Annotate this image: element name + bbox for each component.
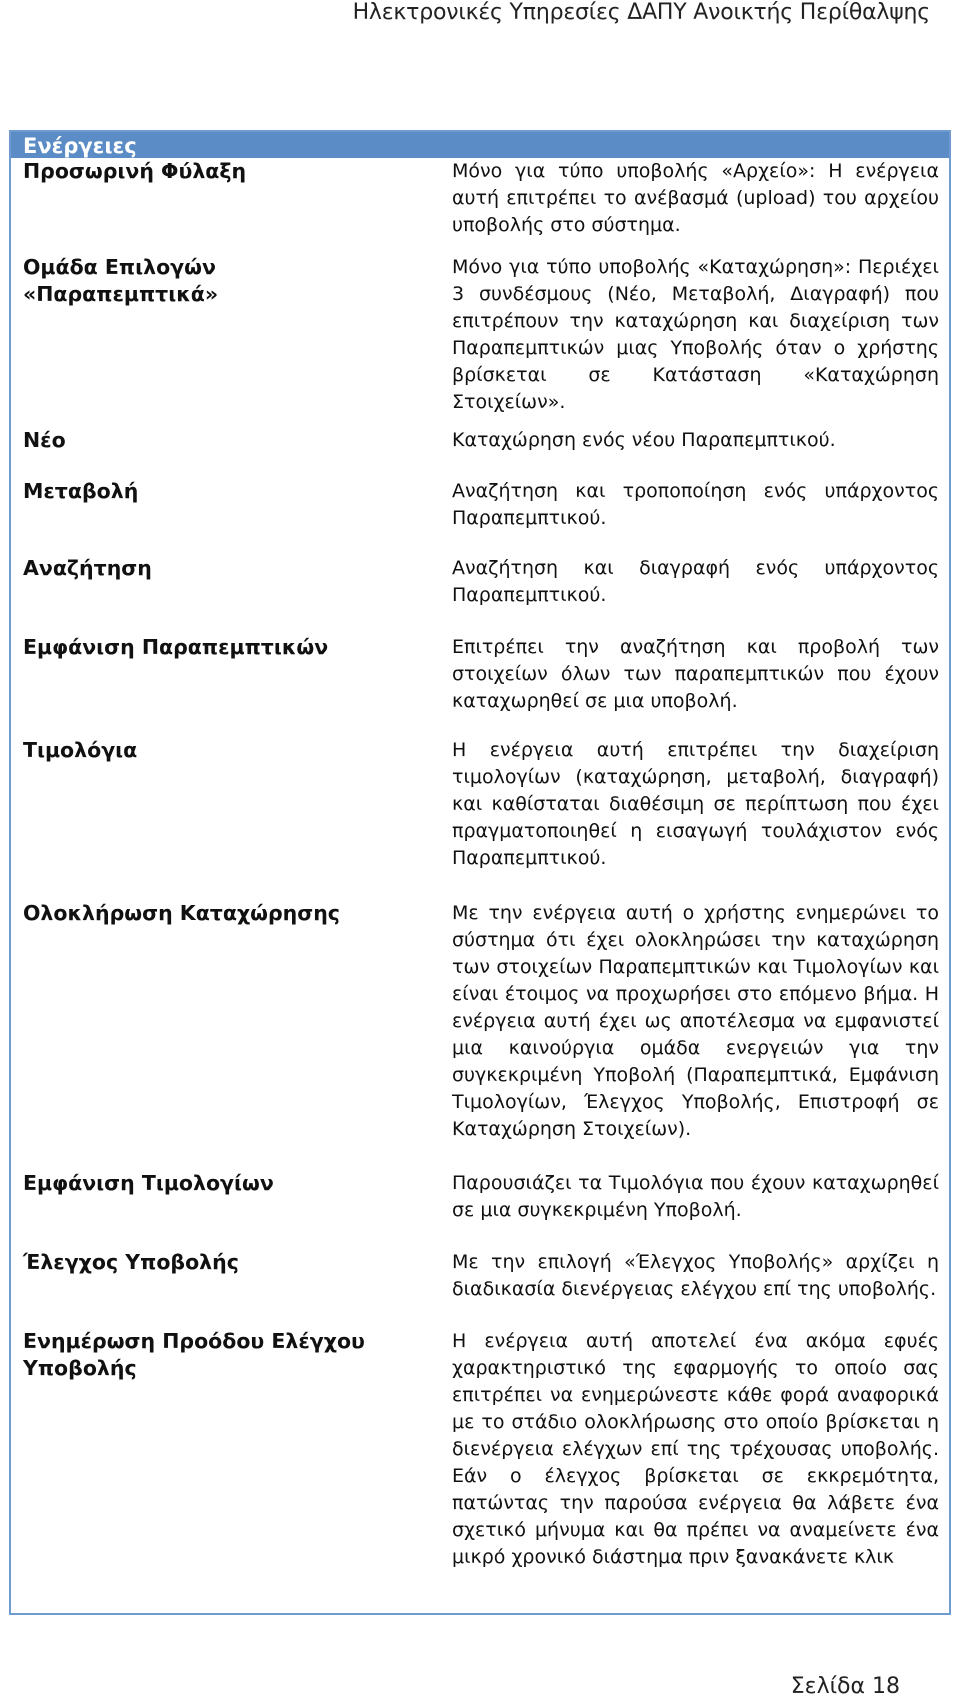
action-description: Επιτρέπει την αναζήτηση και προβολή των στοιχείων όλων των παραπεμπτικών που έχουν καταχωρηθεί σε μια υποβολή. — [452, 636, 939, 712]
page-header: Ηλεκτρονικές Υπηρεσίες ΔΑΠΥ Ανοικτής Περίθαλψης — [352, 0, 930, 25]
action-term: Ομάδα Επιλογών «Παραπεμπτικά» — [23, 255, 219, 306]
action-description: Με την επιλογή «Έλεγχος Υποβολής» αρχίζει η διαδικασία διενέργειας ελέγχου επί της υποβολής. — [452, 1251, 939, 1300]
page-number: Σελίδα 18 — [790, 1674, 900, 1699]
action-description: Η ενέργεια αυτή αποτελεί ένα ακόμα εφυές χαρακτηριστικό της εφαρμογής το οποίο σας επιτρέπει να ενημερώνεστε κάθε φορά αναφορικά με το στάδιο ολοκλήρωσης στο οποίο βρίσκεται η διενέργεια ελέγχων επί της τρέχουσας υποβολής. Εάν ο έλεγχος βρίσκεται σε εκκρεμότητα, πατώντας την παρούσα ενέργεια θα λάβετε ένα σχετικό μήνυμα και θα πρέπει να αναμείνετε ένα μικρό χρονικό διάστημα πριν ξανακάνετε κλικ — [452, 1330, 939, 1568]
action-description: Αναζήτηση και διαγραφή ενός υπάρχοντος Παραπεμπτικού. — [452, 557, 939, 606]
action-term: Ενημέρωση Προόδου Ελέγχου Υποβολής — [23, 1329, 365, 1380]
action-description: Καταχώρηση ενός νέου Παραπεμπτικού. — [452, 429, 836, 451]
action-description: Η ενέργεια αυτή επιτρέπει την διαχείριση τιμολογίων (καταχώρηση, μεταβολή, διαγραφή) και καθίσταται διαθέσιμη σε περίπτωση που έχει πραγματοποιηθεί η εισαγωγή τουλάχιστον ενός Παραπεμπτικού. — [452, 739, 939, 869]
action-term: Ολοκλήρωση Καταχώρησης — [23, 901, 340, 925]
action-term: Έλεγχος Υποβολής — [23, 1250, 239, 1274]
action-description: Μόνο για τύπο υποβολής «Καταχώρηση»: Περιέχει 3 συνδέσμους (Νέο, Μεταβολή, Διαγραφή) που επιτρέπουν την καταχώρηση και διαχείριση των Παραπεμπτικών μιας Υποβολής όταν ο χρήστης βρίσκεται σε Κατάσταση «Καταχώρηση Στοιχείων». — [452, 256, 939, 413]
table-header-bar — [11, 132, 949, 158]
actions-table — [9, 130, 951, 1615]
action-term: Εμφάνιση Τιμολογίων — [23, 1171, 274, 1195]
action-description: Με την ενέργεια αυτή ο χρήστης ενημερώνει το σύστημα ότι έχει ολοκληρώσει την καταχώρηση των στοιχείων Παραπεμπτικών και Τιμολογίων και είναι έτοιμος να προχωρήσει στο επόμενο βήμα. Η ενέργεια αυτή έχει ως αποτέλεσμα να εμφανιστεί μια καινούργια ομάδα ενεργειών για την συγκεκριμένη Υποβολή (Παραπεμπτικά, Εμφάνιση Τιμολογίων, Έλεγχος Υποβολής, Επιστροφή σε Καταχώρηση Στοιχείων). — [452, 902, 939, 1140]
action-term: Τιμολόγια — [23, 738, 138, 762]
action-description: Αναζήτηση και τροποποίηση ενός υπάρχοντος Παραπεμπτικού. — [452, 480, 939, 529]
action-term: Αναζήτηση — [23, 556, 152, 580]
table-heading: Ενέργειες — [23, 134, 137, 158]
action-term: Νέο — [23, 428, 66, 452]
action-term: Μεταβολή — [23, 479, 139, 503]
action-description: Μόνο για τύπο υποβολής «Αρχείο»: Η ενέργεια αυτή επιτρέπει το ανέβασμά (upload) του αρχείου υποβολής στο σύστημα. — [452, 160, 939, 236]
action-term: Προσωρινή Φύλαξη — [23, 159, 247, 183]
action-term: Εμφάνιση Παραπεμπτικών — [23, 635, 329, 659]
action-description: Παρουσιάζει τα Τιμολόγια που έχουν καταχωρηθεί σε μια συγκεκριμένη Υποβολή. — [452, 1172, 939, 1221]
